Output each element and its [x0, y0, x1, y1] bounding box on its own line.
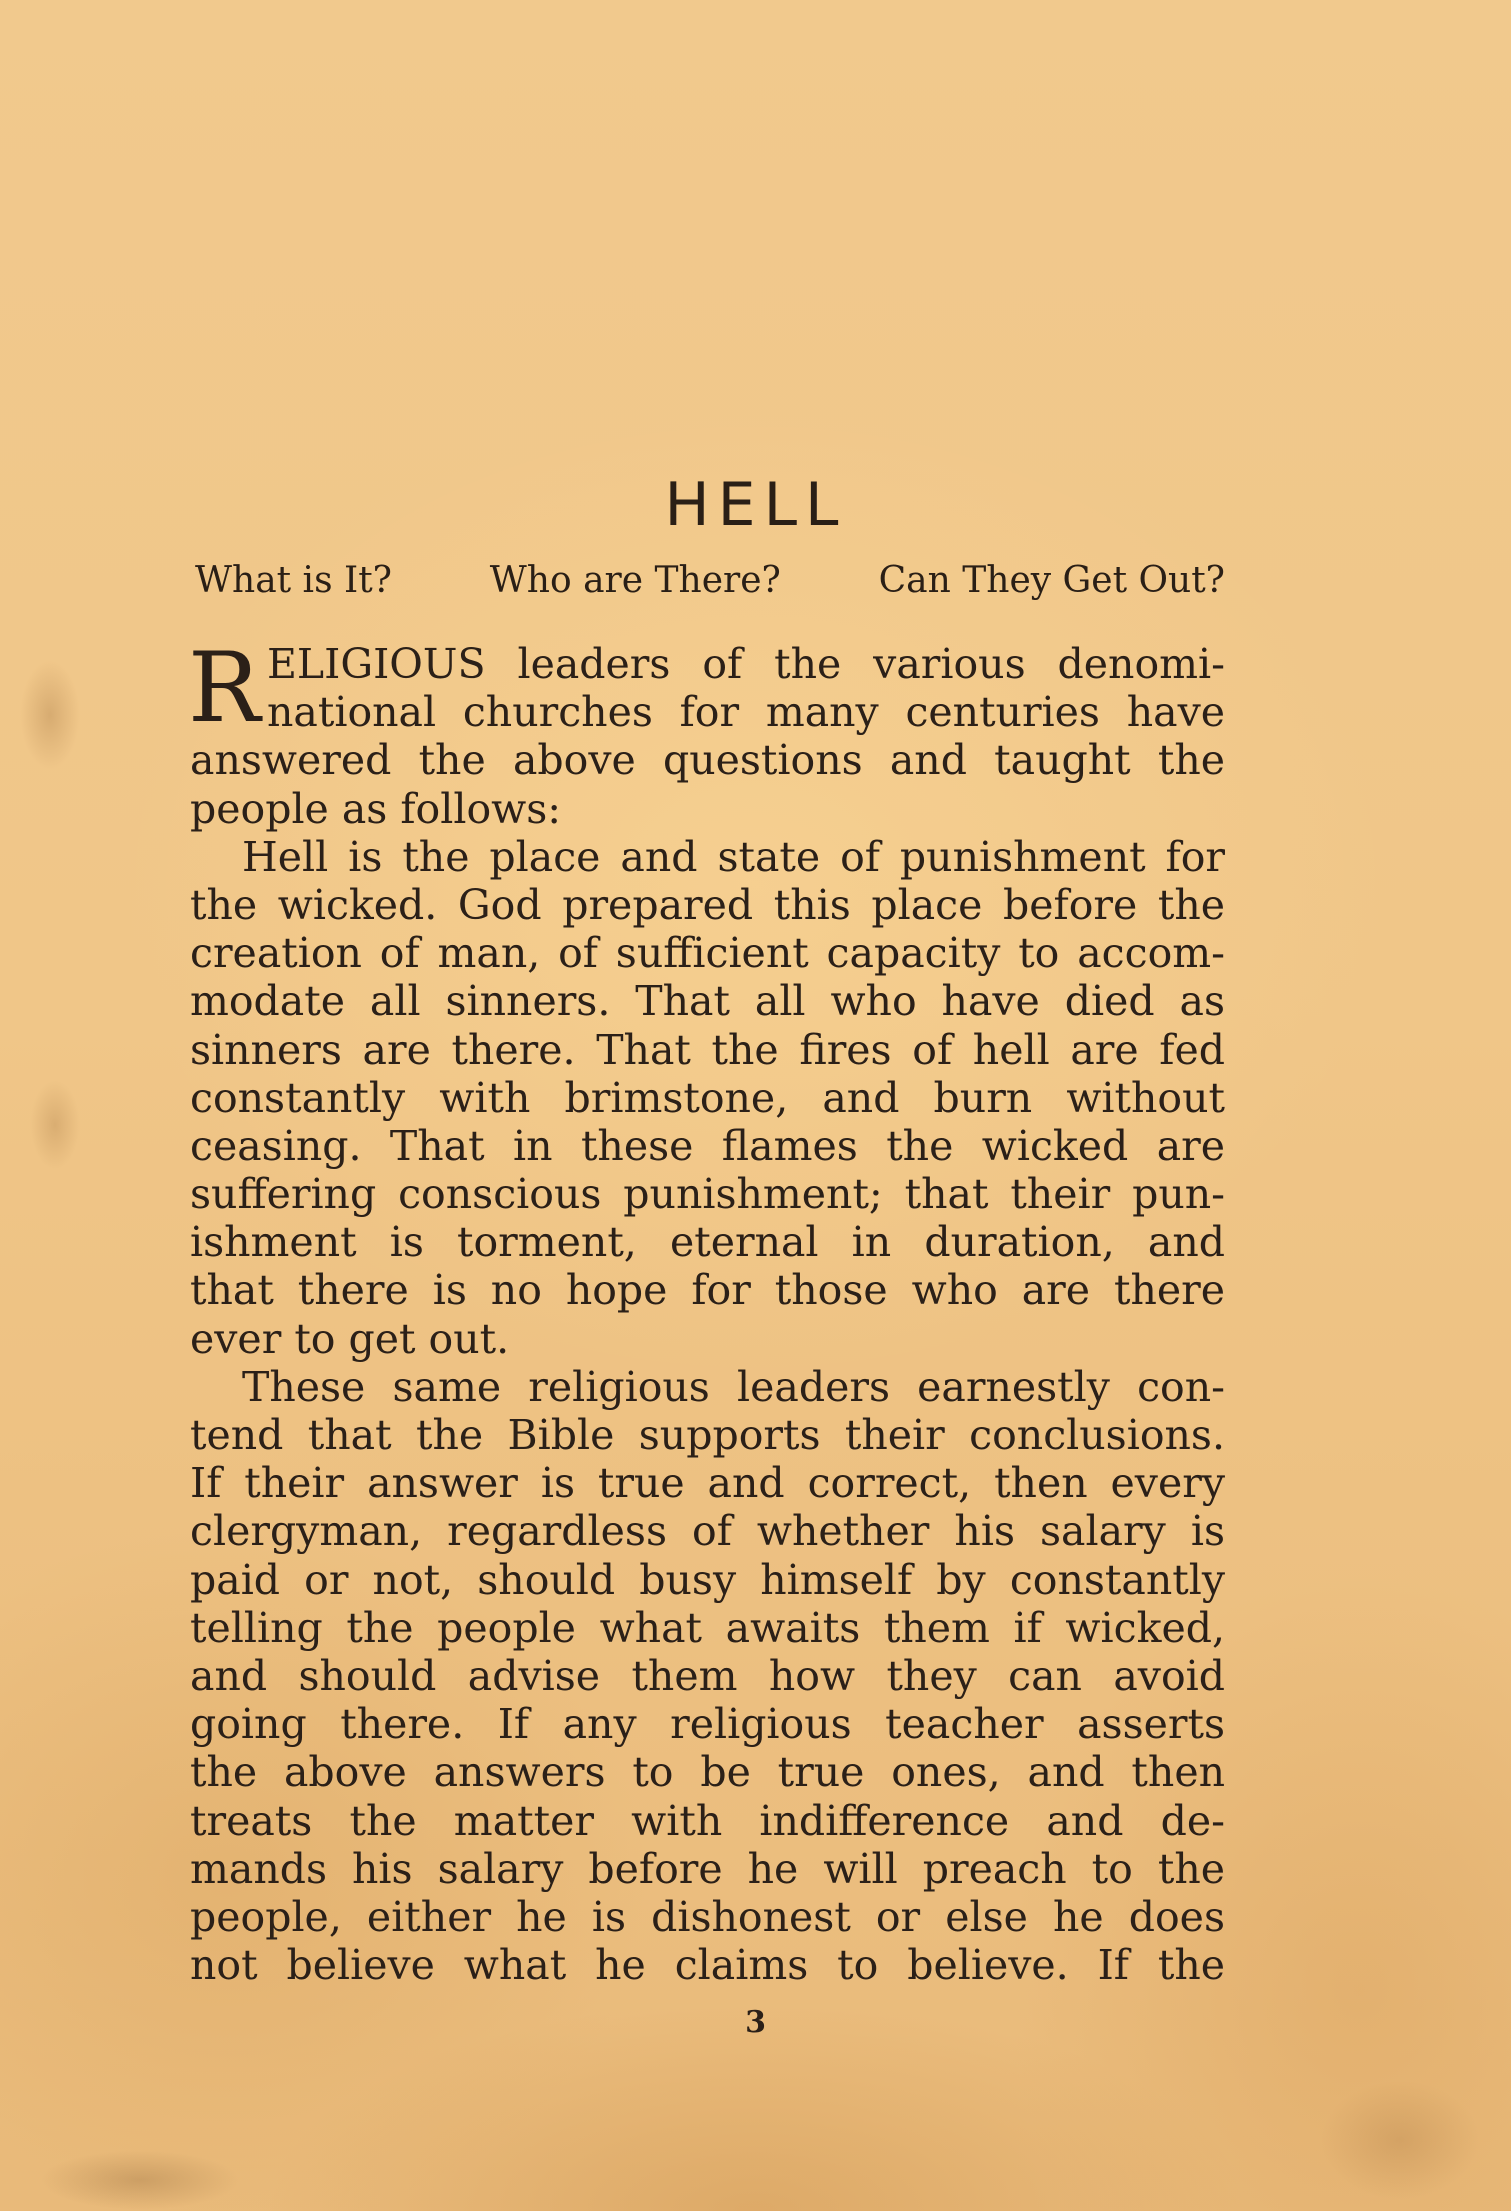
paper-stain [30, 1080, 80, 1170]
text-line: that there is no hope for those who are there [190, 1266, 1225, 1315]
text-line: mands his salary before he will preach to the [190, 1844, 1225, 1893]
text-line: ELIGIOUS leaders of the various denomi- [267, 640, 1225, 688]
text-line: national churches for many centuries have [267, 688, 1225, 737]
text-line: If their answer is true and correct, then every [190, 1459, 1225, 1508]
text-line: not believe what he claims to believe. If the [190, 1941, 1225, 1990]
text-line: people as follows: [190, 784, 562, 833]
paper-stain [20, 660, 80, 770]
text-line: constantly with brimstone, and burn without [190, 1073, 1225, 1122]
text-line: people, either he is dishonest or else he does [190, 1892, 1225, 1941]
text-line: sinners are there. That the fires of hell are fed [190, 1025, 1225, 1074]
text-line: ceasing. That in these flames the wicked are [190, 1121, 1225, 1170]
body-text [188, 632, 1225, 1990]
subtitle-question: Who are There? [489, 560, 781, 601]
page-title: HELL [664, 470, 847, 540]
text-line: ever to get out. [190, 1314, 510, 1363]
text-line: going there. If any religious teacher asserts [190, 1700, 1225, 1749]
paper-stain [1320, 2080, 1480, 2200]
text-line: modate all sinners. That all who have died as [190, 977, 1225, 1026]
text-line: ishment is torment, eternal in duration, and [190, 1218, 1225, 1267]
page-number: 3 [745, 2005, 766, 2040]
text-line: treats the matter with indifference and de- [190, 1796, 1225, 1845]
text-line: answered the above questions and taught the [190, 736, 1225, 785]
text-line: tend that the Bible supports their conclusions. [190, 1411, 1225, 1459]
text-line: paid or not, should busy himself by constantly [190, 1555, 1225, 1604]
text-line: and should advise them how they can avoid [190, 1651, 1225, 1700]
subtitle-questions [195, 560, 1225, 601]
text-line: clergyman, regardless of whether his salary is [190, 1507, 1225, 1556]
text-line: the wicked. God prepared this place before the [190, 880, 1225, 929]
subtitle-question: Can They Get Out? [878, 560, 1225, 601]
text-line: creation of man, of sufficient capacity to accom- [190, 929, 1225, 978]
text-line: suffering conscious punishment; that their pun- [190, 1170, 1225, 1219]
text-line: the above answers to be true ones, and then [190, 1748, 1225, 1797]
paper-stain [40, 2150, 240, 2210]
subtitle-question: What is It? [195, 560, 392, 601]
text-line: telling the people what awaits them if wicked, [190, 1603, 1225, 1652]
text-line: Hell is the place and state of punishment for [242, 832, 1225, 881]
drop-cap: R [188, 632, 261, 744]
text-line: These same religious leaders earnestly con- [242, 1362, 1225, 1411]
